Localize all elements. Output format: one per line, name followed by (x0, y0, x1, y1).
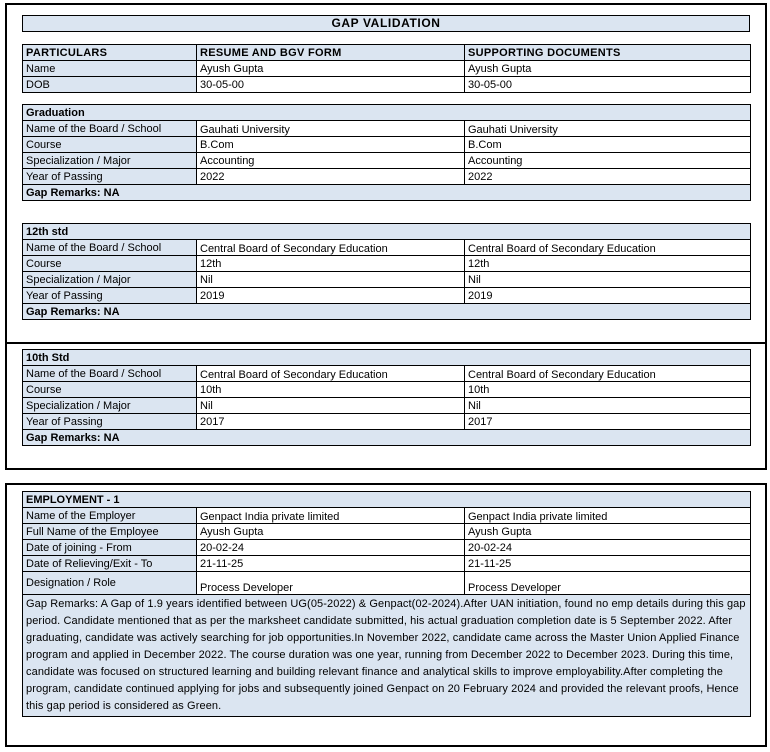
row-label: Year of Passing (23, 414, 197, 430)
supporting-value: Central Board of Secondary Education (465, 240, 751, 256)
table-row (23, 288, 751, 304)
table-row (23, 508, 751, 524)
table-row (23, 272, 751, 288)
table-row (23, 121, 751, 137)
table-row (23, 153, 751, 169)
tenth-gap-remarks: Gap Remarks: NA (23, 430, 751, 446)
resume-value: Nil (197, 398, 465, 414)
row-label: Specialization / Major (23, 398, 197, 414)
row-label: Date of joining - From (23, 540, 197, 556)
table-row (23, 398, 751, 414)
row-label: Specialization / Major (23, 272, 197, 288)
tenth-table (22, 349, 751, 446)
supporting-value: 2019 (465, 288, 751, 304)
table-row (23, 524, 751, 540)
graduation-table (22, 104, 751, 201)
supporting-value: Central Board of Secondary Education (465, 366, 751, 382)
resume-value: Process Developer (197, 572, 465, 595)
resume-value: 10th (197, 382, 465, 398)
table-row (23, 256, 751, 272)
row-label: Year of Passing (23, 288, 197, 304)
supporting-value: B.Com (465, 137, 751, 153)
row-label: Course (23, 382, 197, 398)
row-label: Specialization / Major (23, 153, 197, 169)
table-row (23, 137, 751, 153)
personal-table (22, 44, 751, 93)
resume-value: B.Com (197, 137, 465, 153)
supporting-value: Nil (465, 398, 751, 414)
twelfth-heading: 12th std (23, 224, 751, 240)
row-label: Name of the Employer (23, 508, 197, 524)
row-label: Date of Relieving/Exit - To (23, 556, 197, 572)
supporting-value: 12th (465, 256, 751, 272)
twelfth-gap-remarks: Gap Remarks: NA (23, 304, 751, 320)
supporting-value: 10th (465, 382, 751, 398)
table-row (23, 540, 751, 556)
supporting-value: Genpact India private limited (465, 508, 751, 524)
supporting-value: Ayush Gupta (465, 524, 751, 540)
table-row (23, 240, 751, 256)
supporting-value: Nil (465, 272, 751, 288)
row-label: Name of the Board / School (23, 240, 197, 256)
resume-value: Gauhati University (197, 121, 465, 137)
supporting-value: Gauhati University (465, 121, 751, 137)
resume-value: Ayush Gupta (197, 524, 465, 540)
resume-value: 21-11-25 (197, 556, 465, 572)
graduation-heading: Graduation (23, 105, 751, 121)
tenth-heading: 10th Std (23, 350, 751, 366)
table-row (23, 556, 751, 572)
supporting-value: Accounting (465, 153, 751, 169)
row-label: Course (23, 137, 197, 153)
table-row (23, 77, 751, 93)
resume-value: Central Board of Secondary Education (197, 366, 465, 382)
supporting-header: SUPPORTING DOCUMENTS (465, 45, 751, 61)
resume-value: Nil (197, 272, 465, 288)
resume-value: 20-02-24 (197, 540, 465, 556)
row-label: Name (23, 61, 197, 77)
supporting-value: Ayush Gupta (465, 61, 751, 77)
row-label: Designation / Role (23, 572, 197, 595)
column-header-row (23, 45, 751, 61)
employment-gap-remarks: Gap Remarks: A Gap of 1.9 years identified between UG(05-2022) & Genpact(02-2024).After UAN initiation, found no emp details during this gap period. Candidate mentioned that as per the marksheet candidate submitted, his actual graduation completion date is 5 September 2022. After graduating, candidate was actively searching for job opportunities.In November 2022, candidate came across the Master Union Applied Finance program and applied in December 2022. The course duration was one year, running from December 2022 to December 2023. During this time, candidate was focused on structured learning and building relevant finance and analytical skills to improve employability.After completing the program, candidate continued applying for jobs and subsequently joined Genpact on 20 February 2024 and provided the relevant proofs, Hence this gap period is considered as Green. (23, 595, 751, 717)
table-row (23, 366, 751, 382)
particulars-header: PARTICULARS (23, 45, 197, 61)
supporting-value: Process Developer (465, 572, 751, 595)
supporting-value: 2022 (465, 169, 751, 185)
table-row (23, 414, 751, 430)
table-row (23, 572, 751, 595)
row-label: DOB (23, 77, 197, 93)
row-label: Name of the Board / School (23, 121, 197, 137)
table-row (23, 61, 751, 77)
page-title: GAP VALIDATION (22, 15, 750, 32)
resume-value: 2019 (197, 288, 465, 304)
resume-value: 30-05-00 (197, 77, 465, 93)
resume-value: Ayush Gupta (197, 61, 465, 77)
row-label: Year of Passing (23, 169, 197, 185)
resume-value: Central Board of Secondary Education (197, 240, 465, 256)
supporting-value: 21-11-25 (465, 556, 751, 572)
supporting-value: 20-02-24 (465, 540, 751, 556)
table-row (23, 382, 751, 398)
employment-heading: EMPLOYMENT - 1 (23, 492, 751, 508)
row-label: Name of the Board / School (23, 366, 197, 382)
resume-value: 2017 (197, 414, 465, 430)
supporting-value: 2017 (465, 414, 751, 430)
twelfth-table (22, 223, 751, 320)
table-row (23, 169, 751, 185)
resume-header: RESUME AND BGV FORM (197, 45, 465, 61)
resume-value: 2022 (197, 169, 465, 185)
resume-value: Accounting (197, 153, 465, 169)
row-label: Full Name of the Employee (23, 524, 197, 540)
resume-value: Genpact India private limited (197, 508, 465, 524)
supporting-value: 30-05-00 (465, 77, 751, 93)
resume-value: 12th (197, 256, 465, 272)
graduation-gap-remarks: Gap Remarks: NA (23, 185, 751, 201)
employment-table (22, 491, 751, 717)
row-label: Course (23, 256, 197, 272)
